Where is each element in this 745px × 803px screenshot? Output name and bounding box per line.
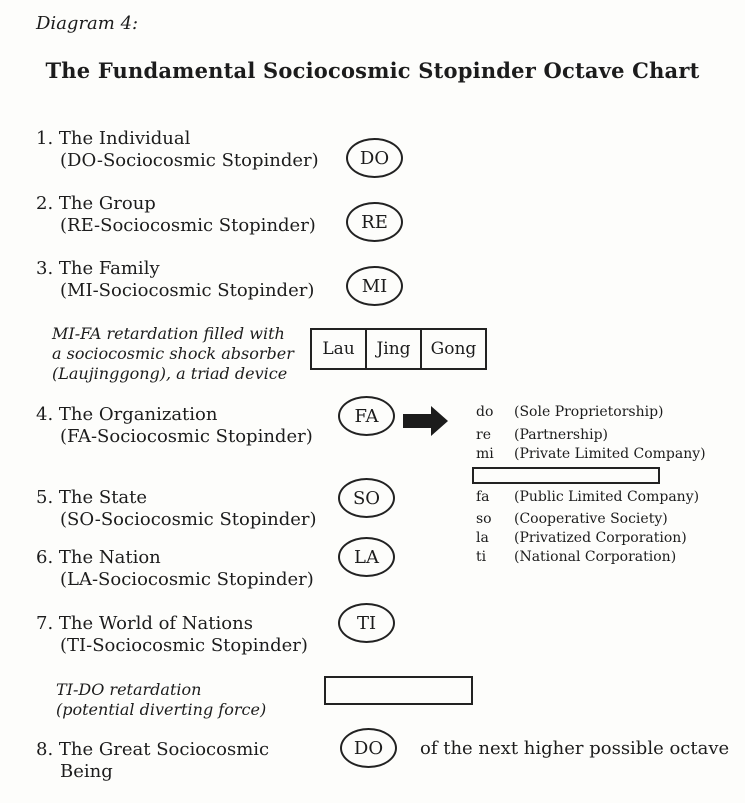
level-subtitle: (MI-Sociocosmic Stopinder) — [60, 280, 315, 301]
level-title: 4. The Organization — [36, 404, 218, 425]
org-type-note: fa — [476, 489, 490, 505]
triad-device — [310, 328, 487, 370]
org-type-name: (Privatized Corporation) — [514, 530, 687, 546]
mi-fa-note — [52, 324, 294, 384]
org-type-name: (Private Limited Company) — [514, 446, 706, 462]
organization-types-list — [476, 404, 736, 574]
org-type-name: (Partnership) — [514, 427, 609, 443]
note-oval-re: RE — [346, 202, 403, 242]
level-8 — [36, 739, 269, 783]
triad-cell-jing: Jing — [367, 330, 422, 368]
org-type-note: mi — [476, 446, 494, 462]
level-title: 3. The Family — [36, 258, 160, 279]
org-type-name: (National Corporation) — [514, 549, 677, 565]
level-subtitle: Being — [60, 761, 113, 782]
ti-do-note-line: (potential diverting force) — [56, 700, 267, 719]
note-oval-mi: MI — [346, 266, 403, 306]
next-octave-text: of the next higher possible octave — [420, 738, 730, 759]
level-subtitle: (FA-Sociocosmic Stopinder) — [60, 426, 313, 447]
note-oval-do: DO — [346, 138, 403, 178]
level-title: 6. The Nation — [36, 547, 161, 568]
org-type-note: la — [476, 530, 489, 546]
level-3 — [36, 258, 314, 302]
org-type-note: ti — [476, 549, 487, 565]
note-oval-ti: TI — [338, 603, 395, 643]
level-title: 1. The Individual — [36, 128, 191, 149]
diagram-label: Diagram 4: — [36, 13, 139, 34]
level-title: 5. The State — [36, 487, 148, 508]
org-type-note: re — [476, 427, 491, 443]
note-oval-do-next: DO — [340, 728, 397, 768]
level-1 — [36, 128, 319, 172]
chart-title: The Fundamental Sociocosmic Stopinder Octave Chart — [45, 58, 700, 83]
org-type-name: (Cooperative Society) — [514, 511, 668, 527]
org-type-name: (Public Limited Company) — [514, 489, 700, 505]
level-subtitle: (LA-Sociocosmic Stopinder) — [60, 569, 314, 590]
level-4 — [36, 404, 313, 448]
org-type-name: (Sole Proprietorship) — [514, 404, 664, 420]
note-oval-so: SO — [338, 478, 395, 518]
triad-cell-gong: Gong — [430, 339, 477, 359]
mi-fa-note-line: a sociocosmic shock absorber — [52, 344, 294, 363]
level-subtitle: (SO-Sociocosmic Stopinder) — [60, 509, 317, 530]
triad-cell-lau: Lau — [312, 330, 367, 368]
level-title: 2. The Group — [36, 193, 156, 214]
right-arrow-icon — [403, 405, 449, 437]
mi-fa-note-line: MI-FA retardation filled with — [52, 324, 285, 343]
note-oval-fa: FA — [338, 396, 395, 436]
level-2 — [36, 193, 316, 237]
level-subtitle: (DO-Sociocosmic Stopinder) — [60, 150, 319, 171]
level-subtitle: (RE-Sociocosmic Stopinder) — [60, 215, 316, 236]
ti-do-note-line: TI-DO retardation — [56, 680, 202, 699]
ti-do-note — [56, 680, 266, 720]
mi-fa-note-line: (Laujinggong), a triad device — [52, 364, 288, 383]
org-type-note: so — [476, 511, 492, 527]
level-subtitle: (TI-Sociocosmic Stopinder) — [60, 635, 308, 656]
level-6 — [36, 547, 314, 591]
level-7 — [36, 613, 308, 657]
level-title: 8. The Great Sociocosmic — [36, 739, 270, 760]
level-5 — [36, 487, 317, 531]
ti-do-interval-box — [324, 676, 473, 705]
level-title: 7. The World of Nations — [36, 613, 253, 634]
note-oval-la: LA — [338, 537, 395, 577]
org-type-note: do — [476, 404, 494, 420]
mi-fa-interval-box — [472, 467, 660, 484]
